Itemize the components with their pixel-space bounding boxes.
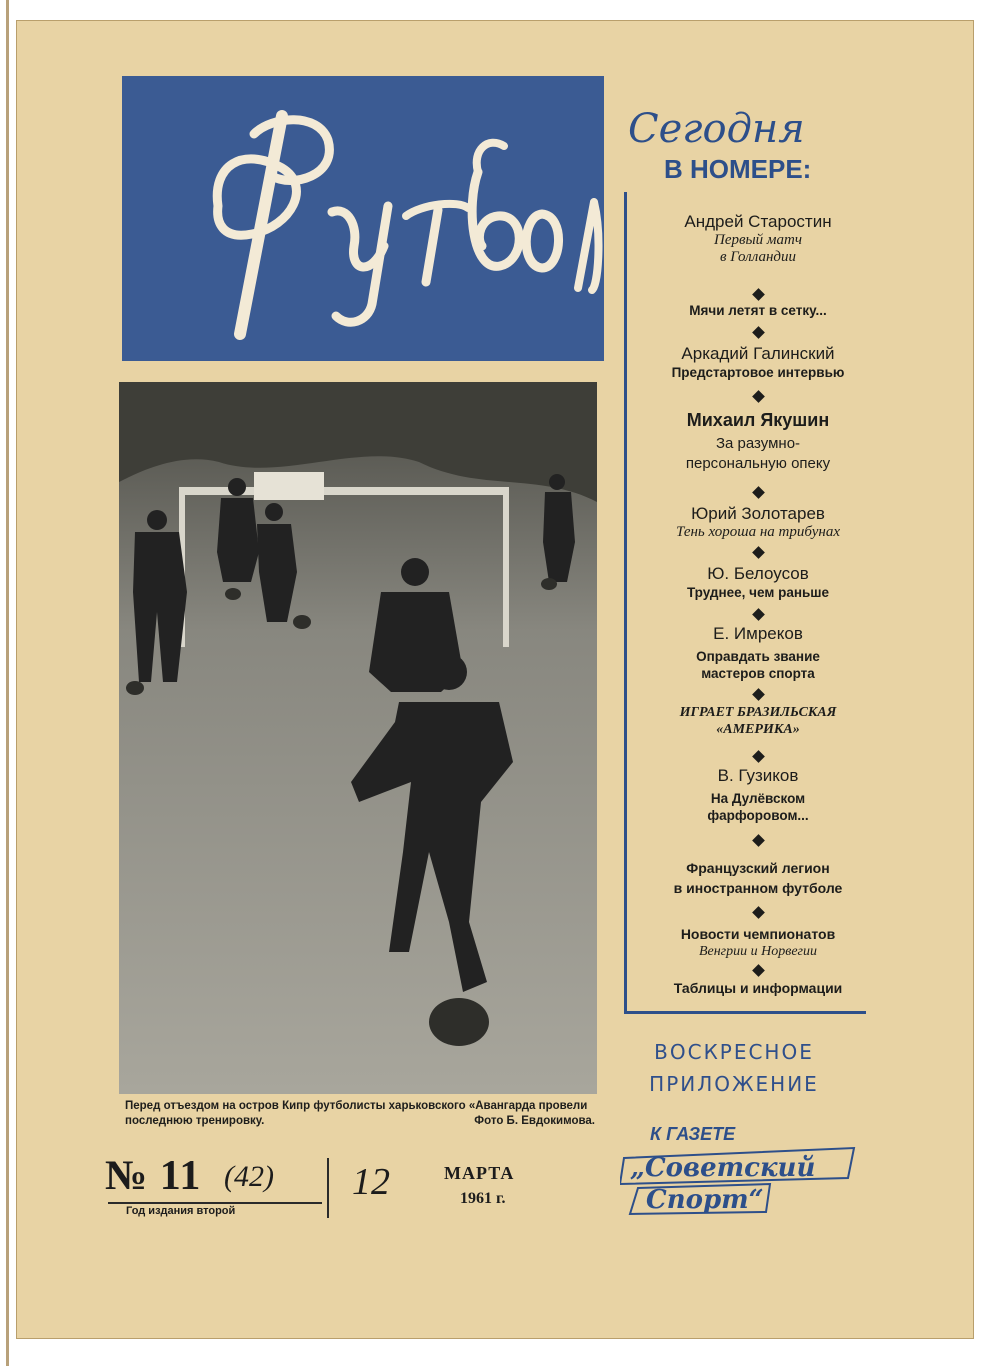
newspaper-name-line2: Спорт“ (646, 1185, 764, 1215)
toc-title: в Голландии (720, 249, 796, 265)
issue-month: МАРТА (444, 1163, 515, 1183)
issue-day: 12 (352, 1161, 390, 1203)
issue-year-note: Год издания второй (126, 1205, 236, 1217)
toc-entry (640, 302, 876, 319)
toc-title: Мячи летят в сетку... (689, 303, 827, 318)
toc-entry (640, 564, 876, 601)
toc-title: Труднее, чем раньше (686, 585, 830, 600)
toc-title: Тень хороша на трибунах (676, 524, 840, 540)
toc-title: Оправдать звание (696, 649, 820, 664)
issue-underline (108, 1202, 322, 1204)
newspaper-logo (620, 1118, 858, 1218)
photo-caption-text: Перед отъездом на остров Кипр футболисты харьковского «Авангарда провели последнюю тренировку. (125, 1100, 588, 1127)
contents-header-line2: В НОМЕРЕ: (664, 154, 812, 184)
toc-author: Андрей Старостин (684, 212, 832, 231)
supplement-label (600, 1036, 868, 1100)
supplement-line2: ПРИЛОЖЕНИЕ (649, 1072, 819, 1096)
contents-rule (624, 192, 627, 1012)
toc-author: Ю. Белоусов (707, 564, 809, 583)
toc-entry (640, 624, 876, 682)
issue-year: 1961 г. (460, 1190, 506, 1207)
toc-title: Венгрии и Норвегии (698, 944, 818, 959)
supplement-to-paper: К ГАЗЕТЕ (650, 1124, 736, 1144)
toc-author: В. Гузиков (717, 766, 799, 785)
contents-header (618, 100, 878, 192)
toc-title: Французский легион (686, 860, 830, 876)
newspaper-name-line1: „Советский (630, 1153, 816, 1183)
page-edge (0, 0, 16, 1366)
toc-entry (640, 504, 876, 541)
toc-entry (640, 926, 876, 960)
supplement-line1: ВОСКРЕСНОЕ (654, 1040, 814, 1064)
toc-title: мастеров спорта (701, 666, 815, 681)
toc-title: персональную опеку (685, 455, 831, 472)
photo-credit: Фото Б. Евдокимова. (474, 1115, 595, 1127)
toc-title: в иностранном футболе (673, 880, 843, 896)
photo-caption (125, 1099, 595, 1129)
page-edge-line (6, 0, 9, 1366)
issue-divider (327, 1158, 329, 1218)
contents-header-line1: Сегодня (628, 106, 805, 152)
toc-entry (640, 980, 876, 997)
masthead (122, 76, 604, 361)
toc-title: Таблицы и информации (673, 980, 843, 996)
toc-author: Юрий Золотарев (691, 504, 825, 523)
toc-title: фарфоровом... (707, 808, 809, 823)
toc-entry (640, 344, 876, 381)
toc-entry (640, 410, 876, 474)
toc-entry (640, 858, 876, 898)
masthead-logo (122, 76, 604, 361)
toc-entry (640, 766, 876, 824)
toc-title: Новости чемпионатов (680, 926, 836, 942)
contents-rule-bottom (624, 1011, 866, 1014)
toc-title: «АМЕРИКА» (716, 722, 800, 737)
toc-entry (640, 704, 876, 738)
issue-number: № 11 (105, 1153, 202, 1199)
cover-photo (119, 382, 597, 1094)
toc-title: Первый матч (714, 232, 802, 248)
toc-title: За разумно- (715, 435, 801, 452)
toc-entry (640, 212, 876, 266)
toc-title: На Дулёвском (710, 791, 806, 806)
toc-author: Аркадий Галинский (681, 344, 835, 363)
toc-title: ИГРАЕТ БРАЗИЛЬСКАЯ (679, 705, 837, 720)
toc-author: Е. Имреков (713, 624, 803, 643)
issue-total-number: (42) (224, 1160, 274, 1193)
toc-author: Михаил Якушин (686, 410, 830, 430)
toc-title: Предстартовое интервью (671, 365, 845, 380)
